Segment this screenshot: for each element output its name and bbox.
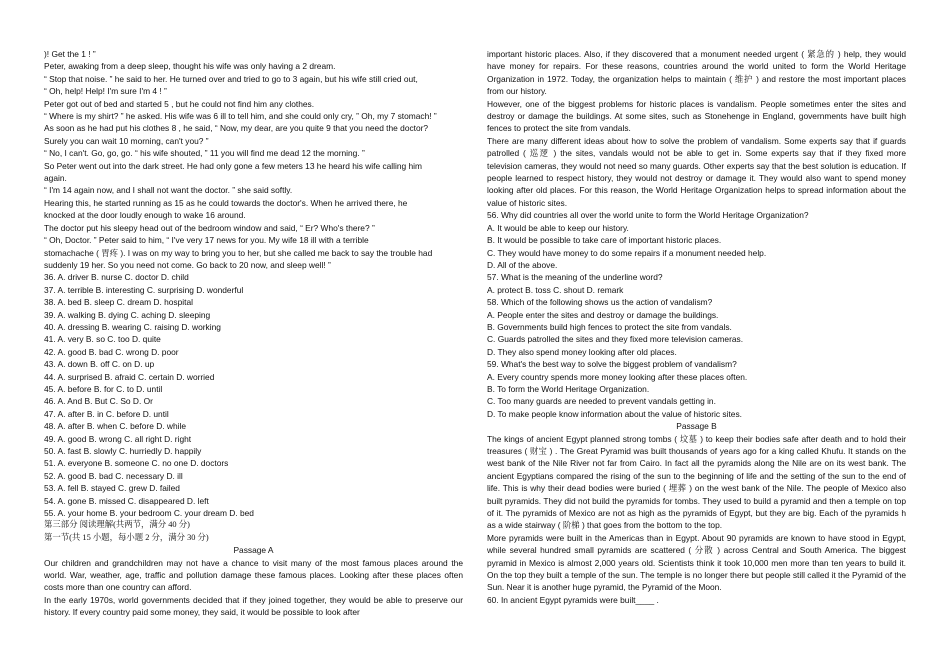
story-line: knocked at the door loudly enough to wake 16 around. bbox=[44, 210, 246, 221]
passage-b-paragraph: More pyramids were built in the Americas than in Egypt. About 90 pyramids are known to have stood in Egypt, while several hundred small pyramids are scattered ( 分散 ) across Central and South America. The biggest pyramid in Mexico is almost 2,000 years old. Scientists think it took 10,000 men more than ten years to build it. On the top they built a temple of the sun. The temple is no longer there but people still called it the Pyramid of the Sun. Near it is another huge pyramid, the Pyramid of the Moon. bbox=[487, 532, 906, 593]
option-line: 36. A. driver B. nurse C. doctor D. child bbox=[44, 272, 189, 283]
story-line: “ No, I can't. Go, go, go. “ his wife shouted, ” 11 you will find me dead 12 the morning. ” bbox=[44, 148, 365, 159]
section-heading-part3-1: 第一节(共 15 小题，每小题 2 分，满分 30 分) bbox=[44, 532, 209, 542]
question-line: C. Guards patrolled the sites and they fixed more television cameras. bbox=[487, 334, 744, 345]
option-line: 40. A. dressing B. wearing C. raising D. working bbox=[44, 321, 221, 332]
passage-a-paragraph: There are many different ideas about how to solve the problem of vandalism. Some experts say that if guards patrolled ( 巡逻 ) the sites, vandals would not be able to get in. Some experts say that if they fixed more television cameras, they would not need so many guards. Other experts say that the best solution is education. If people learned to respect history, they would not destroy or damage it. They would also want to spend money looking after old places. For this reason, the World Heritage Organization helps to spread information about the value of historic sites. bbox=[487, 135, 906, 208]
question-line: B. Governments build high fences to protect the site from vandals. bbox=[487, 321, 732, 332]
passage-a-paragraph: In the early 1970s, world governments decided that if they joined together, they would be able to preserve our history. If every country paid some money, they said, it would be possible to look after bbox=[44, 594, 463, 618]
story-line: As soon as he had put his clothes 8 , he said, “ Now, my dear, are you quite 9 that you need the doctor? bbox=[44, 123, 429, 134]
question-line: C. Too many guards are needed to prevent vandals getting in. bbox=[487, 396, 716, 407]
option-line: 55. A. your home B. your bedroom C. your dream D. bed bbox=[44, 508, 254, 519]
question-line: C. They would have money to do some repairs if a monument needed help. bbox=[487, 247, 767, 258]
option-line: 38. A. bed B. sleep C. dream D. hospital bbox=[44, 297, 193, 308]
option-line: 50. A. fast B. slowly C. hurriedly D. happily bbox=[44, 446, 202, 456]
story-line: suddenly 19 her. So you need not come. Go back to 20 now, and sleep well! ” bbox=[44, 259, 331, 270]
question-line: 57. What is the meaning of the underline word? bbox=[487, 272, 663, 283]
question-line: A. People enter the sites and destroy or damage the buildings. bbox=[487, 309, 719, 320]
option-line: 54. A. gone B. missed C. disappeared D. left bbox=[44, 495, 209, 506]
question-line: 58. Which of the following shows us the action of vandalism? bbox=[487, 297, 713, 308]
passage-a-title: Passage A bbox=[233, 545, 274, 556]
question-line: B. To form the World Heritage Organization. bbox=[487, 383, 650, 394]
story-line: “ Stop that noise. ” he said to her. He turned over and tried to go to 3 again, but his wife still cried out, bbox=[44, 73, 418, 84]
story-line: )! Get the 1 ! ” bbox=[44, 49, 96, 59]
option-line: 53. A. fell B. stayed C. grew D. failed bbox=[44, 483, 180, 494]
question-line: B. It would be possible to take care of important historic places. bbox=[487, 235, 722, 246]
passage-a-questions bbox=[487, 209, 906, 420]
story-line: So Peter went out into the dark street. He had only gone a few meters 13 he heard his wife calling him bbox=[44, 160, 423, 171]
question-line: A. It would be able to keep our history. bbox=[487, 222, 629, 233]
story-line: “ Where is my shirt? ” he asked. His wife was 6 ill to tell him, and she could only cry, ” Oh, my 7 stomach! ” bbox=[44, 111, 437, 122]
question-line: D. All of the above. bbox=[487, 259, 558, 270]
question-line: A. protect B. toss C. shout D. remark bbox=[487, 284, 624, 295]
question-line: 59. What's the best way to solve the biggest problem of vandalism? bbox=[487, 359, 737, 370]
story-line: Hearing this, he started running as 15 as he could towards the doctor's. When he arrived there, he bbox=[44, 197, 408, 208]
cloze-story bbox=[44, 48, 463, 271]
story-line: Surely you can wait 10 morning, can't you? ” bbox=[44, 135, 209, 146]
option-line: 52. A. good B. bad C. necessary D. ill bbox=[44, 470, 183, 481]
story-line: The doctor put his sleepy head out of the bedroom window and said, “ Er? Who's there? ” bbox=[44, 222, 375, 233]
passage-b-paragraph: The kings of ancient Egypt planned strong tombs ( 坟墓 ) to keep their bodies safe after death and to hold their treasures ( 财宝 ) . The Great Pyramid was built thousands of years ago for a king called Khufu. It stands on the west bank of the Nile River not far from Cairo. In fact all the pyramids along the Nile are on its west bank. The ancient Egyptians compared the rising of the sun to the beginning of life and the setting of the sun to the end of life. This is why their dead bodies were buried ( 埋葬 ) on the west bank of the Nile. The people of Mexico also built pyramids. They did not build the pyramids for tombs. They used to build a pyramid and then a temple on top of it. The pyramids of Mexico are not as high as the pyramids of Egypt, but they are big. Each of the pyramids h as a wide stairway ( 阶梯 ) that goes from the bottom to the top. bbox=[487, 433, 906, 531]
option-line: 43. A. down B. off C. on D. up bbox=[44, 359, 155, 370]
option-line: 37. A. terrible B. interesting C. surprising D. wonderful bbox=[44, 284, 244, 295]
question-60: 60. In ancient Egypt pyramids were built____ . bbox=[487, 594, 659, 605]
option-line: 48. A. after B. when C. before D. while bbox=[44, 421, 186, 432]
question-line: 56. Why did countries all over the world unite to form the World Heritage Organization? bbox=[487, 210, 809, 221]
option-line: 41. A. very B. so C. too D. quite bbox=[44, 334, 161, 345]
passage-b-title: Passage B bbox=[676, 421, 717, 432]
question-line: D. They also spend money looking after old places. bbox=[487, 346, 677, 357]
section-heading-part3: 第三部分 阅读理解(共两节，满分 40 分) bbox=[44, 520, 190, 530]
option-line: 51. A. everyone B. someone C. no one D. doctors bbox=[44, 458, 229, 469]
story-line: Peter, awaking from a deep sleep, thought his wife was only having a 2 dream. bbox=[44, 61, 336, 72]
passage-a-paragraph: important historic places. Also, if they discovered that a monument needed urgent ( 紧急的 ) help, they would have money for repairs. For these reasons, countries around the world united to form the World Heritage Organization in 1972. Today, the organization helps to maintain ( 维护 ) and restore the most important places from our history. bbox=[487, 49, 906, 97]
question-line: D. To make people know information about the value of historic sites. bbox=[487, 408, 742, 419]
story-line: stomachache ( 胃疼 ). I was on my way to bring you to her, but she called me back to say the trouble had bbox=[44, 247, 433, 258]
option-line: 46. A. And B. But C. So D. Or bbox=[44, 396, 153, 407]
story-line: Peter got out of bed and started 5 , but he could not find him any clothes. bbox=[44, 98, 315, 109]
option-line: 49. A. good B. wrong C. all right D. right bbox=[44, 433, 192, 444]
passage-a-paragraph: However, one of the biggest problems for historic places is vandalism. People sometimes enter the sites and destroy or damage the buildings. At some sites, such as Stonehenge in England, governments have built high fences to protect the site from vandals. bbox=[487, 98, 906, 134]
story-line: “ Oh, Doctor. ” Peter said to him, “ I've very 17 news for you. My wife 18 ill with a terrible bbox=[44, 235, 369, 246]
left-column bbox=[44, 48, 463, 619]
right-column bbox=[487, 48, 906, 606]
story-line: “ I'm 14 again now, and I shall not want the doctor. ” she said softly. bbox=[44, 185, 293, 196]
question-line: A. Every country spends more money looking after these places often. bbox=[487, 371, 748, 382]
story-line: again. bbox=[44, 173, 67, 184]
option-line: 44. A. surprised B. afraid C. certain D. worried bbox=[44, 371, 215, 382]
option-line: 39. A. walking B. dying C. aching D. sleeping bbox=[44, 309, 211, 320]
option-line: 47. A. after B. in C. before D. until bbox=[44, 408, 169, 419]
option-line: 42. A. good B. bad C. wrong D. poor bbox=[44, 346, 179, 357]
option-line: 45. A. before B. for C. to D. until bbox=[44, 383, 163, 394]
passage-a-paragraph: Our children and grandchildren may not have a chance to visit many of the most famous places around the world. War, weather, age, traffic and pollution damage these famous places. Looking after these places often costs more than one country can afford. bbox=[44, 557, 463, 593]
story-line: “ Oh, help! Help! I'm sure I'm 4 ! ” bbox=[44, 86, 167, 97]
cloze-options bbox=[44, 271, 463, 519]
